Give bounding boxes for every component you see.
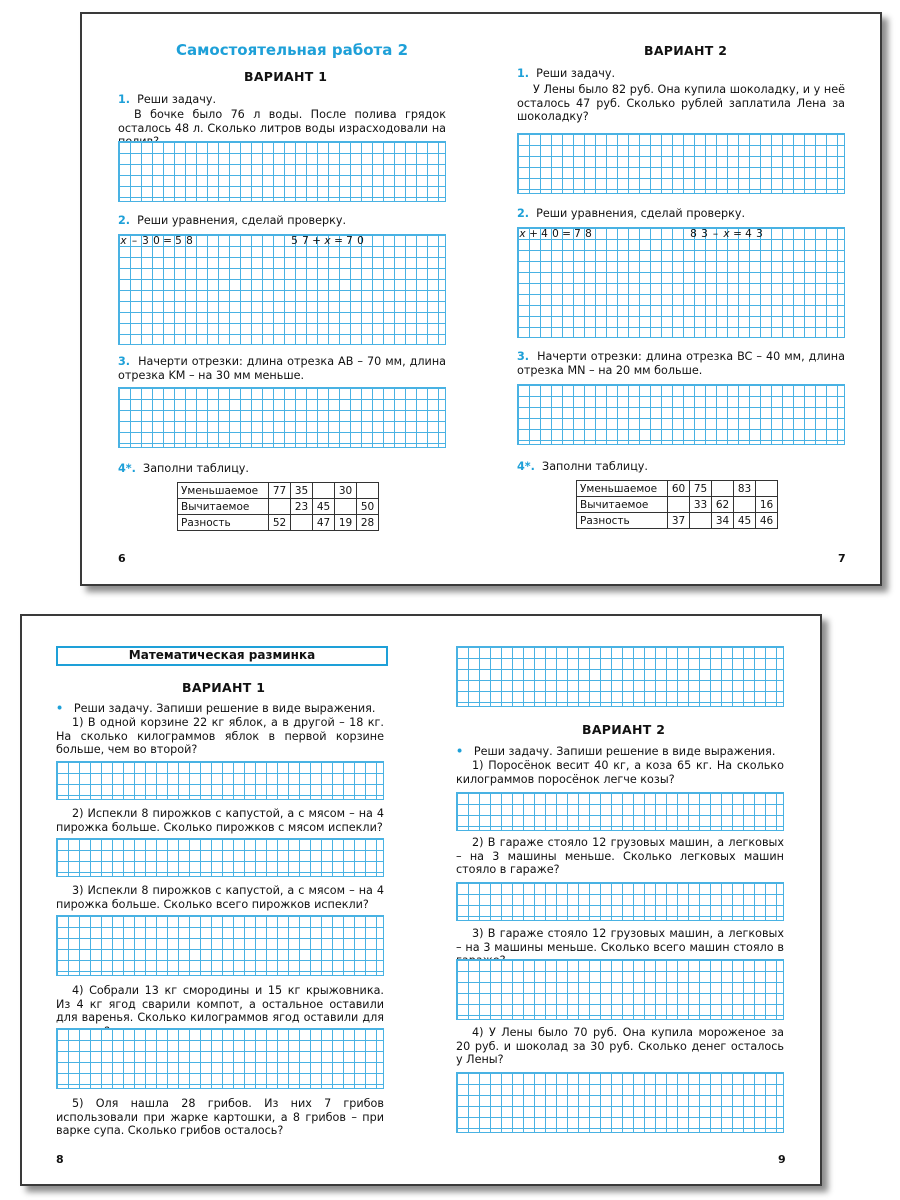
table-cell: Вычитаемое [178, 499, 269, 515]
intro-text: Реши задачу. Запиши решение в виде выражения. [473, 745, 776, 758]
page-number: 8 [56, 1153, 64, 1166]
table-cell[interactable] [734, 497, 756, 513]
eq-char: 7 [346, 234, 353, 247]
table-cell[interactable]: 50 [357, 499, 379, 515]
eq-char: + [312, 234, 321, 247]
drawing-grid[interactable] [517, 384, 845, 445]
task-number: 3. [517, 350, 530, 363]
page7-task1-text: У Лены было 82 руб. Она купила шоколадку, и у неё осталось 47 руб. Сколько рублей заплатила Лена за шоколадку? [517, 83, 845, 123]
answer-grid[interactable] [517, 133, 845, 194]
task-number: 2. [118, 214, 131, 227]
page6-task3 [118, 355, 446, 382]
eq-char: x [324, 234, 331, 247]
eq-char: 0 [153, 234, 160, 247]
table-cell: Уменьшаемое [577, 481, 668, 497]
page7-fill-table [576, 480, 778, 529]
page8-intro [56, 702, 386, 716]
page9-problem-1: 1) Поросёнок весит 40 кг, а коза 65 кг. На сколько килограммов поросёнок легче козы? [456, 759, 784, 786]
page9-problem-2: 2) В гараже стояло 12 грузовых машин, а легковых – на 3 машины меньше. Сколько легковых машин стояло в гараже? [456, 836, 784, 876]
table-cell[interactable] [690, 513, 712, 529]
table-cell[interactable]: 75 [690, 481, 712, 497]
task-text: Начерти отрезки: длина отрезка AB – 70 мм, длина отрезка KM – на 30 мм меньше. [118, 355, 446, 382]
task-number: 2. [517, 207, 530, 220]
table-cell[interactable] [712, 481, 734, 497]
table-cell[interactable]: 83 [734, 481, 756, 497]
eq-char: – [131, 234, 138, 247]
bullet-icon: • [456, 745, 464, 758]
page7-variant-heading: ВАРИАНТ 2 [644, 43, 728, 58]
table-cell[interactable]: 60 [668, 481, 690, 497]
task-number: 1. [118, 93, 131, 106]
answer-grid[interactable] [56, 838, 384, 877]
eq-char: 8 [186, 234, 193, 247]
answer-grid[interactable] [118, 141, 446, 202]
answer-grid[interactable] [456, 792, 784, 831]
task-text: Реши уравнения, сделай проверку. [536, 207, 746, 220]
eq-char: 3 [142, 234, 149, 247]
answer-grid[interactable] [456, 959, 784, 1020]
table-cell[interactable]: 34 [712, 513, 734, 529]
table-cell[interactable]: 46 [756, 513, 778, 529]
table-row [577, 513, 778, 529]
page9-problem-3: 3) В гараже стояло 12 грузовых машин, а легковых – на 3 машины меньше. Сколько всего машин стояло в [456, 927, 784, 954]
table-cell[interactable]: 33 [690, 497, 712, 513]
task-text: Реши уравнения, сделай проверку. [137, 214, 347, 227]
eq-char: 0 [357, 234, 364, 247]
page9-problem-4: 4) У Лены было 70 руб. Она купила мороженое за 20 руб. и шоколад за 30 руб. Сколько денег осталось у Лены? [456, 1026, 784, 1066]
eq-char: = [163, 234, 172, 247]
table-row [178, 515, 379, 531]
page6-task2-header [118, 214, 448, 228]
page7-task1-header [517, 67, 847, 81]
page6-equation-2 [289, 235, 366, 246]
table-row [178, 499, 379, 515]
table-cell[interactable]: 77 [269, 483, 291, 499]
page6-variant-heading: ВАРИАНТ 1 [244, 69, 328, 84]
table-cell[interactable]: 16 [756, 497, 778, 513]
answer-grid[interactable] [56, 1028, 384, 1089]
table-cell[interactable]: 62 [712, 497, 734, 513]
task-heading: Реши задачу. [536, 67, 616, 80]
eq-char: x [120, 234, 127, 247]
task-heading: Реши задачу. [137, 93, 217, 106]
page6-task1-text: В бочке было 76 л воды. После полива грядок осталось 48 л. Сколько литров воды израсходовали на [118, 108, 446, 135]
eq-char: 4 [541, 227, 548, 240]
eq-char: 5 [175, 234, 182, 247]
page9-intro [456, 745, 786, 759]
answer-grid[interactable] [456, 646, 784, 707]
table-cell[interactable]: 45 [313, 499, 335, 515]
answer-grid[interactable] [56, 915, 384, 976]
table-cell[interactable] [335, 499, 357, 515]
task-number: 4*. [517, 460, 535, 473]
workbook-spread-pages-6-7 [80, 12, 882, 586]
table-cell[interactable] [357, 483, 379, 499]
table-cell[interactable]: 52 [269, 515, 291, 531]
page8-problem-5: 5) Оля нашла 28 грибов. Из них 7 грибов использовали при жарке картошки, а 8 грибов – при варке супа. Сколько грибов осталось? [56, 1097, 384, 1137]
eq-char: x [723, 227, 730, 240]
eq-char: 0 [552, 227, 559, 240]
table-cell[interactable]: 35 [291, 483, 313, 499]
table-cell: Разность [577, 513, 668, 529]
table-cell: Вычитаемое [577, 497, 668, 513]
table-cell[interactable]: 28 [357, 515, 379, 531]
answer-grid[interactable] [56, 761, 384, 800]
table-cell[interactable] [313, 483, 335, 499]
answer-grid[interactable] [456, 882, 784, 921]
task-number: 3. [118, 355, 131, 368]
page6-fill-table [177, 482, 379, 531]
table-cell[interactable]: 37 [668, 513, 690, 529]
page6-equation-1 [118, 235, 195, 246]
page7-task4-header [517, 460, 847, 474]
page8-problem-1: 1) В одной корзине 22 кг яблок, а в другой – 18 кг. На сколько килограммов яблок в первой корзине больше, чем во второй? [56, 716, 384, 756]
page8-problem-2: 2) Испекли 8 пирожков с капустой, а с мясом – на 4 пирожка больше. Сколько пирожков с мясом испекли? [56, 807, 384, 834]
page7-equation-1 [517, 228, 594, 239]
page6-task1-header [118, 93, 448, 107]
table-cell[interactable]: 23 [291, 499, 313, 515]
equation-grid[interactable] [517, 227, 845, 338]
task-number: 1. [517, 67, 530, 80]
page-number: 9 [778, 1153, 786, 1166]
workbook-spread-pages-8-9 [20, 614, 822, 1186]
page9-variant-heading: ВАРИАНТ 2 [582, 722, 666, 737]
page-number: 6 [118, 552, 126, 565]
bullet-icon: • [56, 702, 64, 715]
page8-variant-heading: ВАРИАНТ 1 [182, 680, 266, 695]
eq-char: = [733, 227, 742, 240]
eq-char: x [519, 227, 526, 240]
page6-task4-header [118, 462, 448, 476]
table-cell: Разность [178, 515, 269, 531]
table-cell[interactable] [668, 497, 690, 513]
intro-text: Реши задачу. Запиши решение в виде выражения. [73, 702, 376, 715]
table-cell[interactable]: 45 [734, 513, 756, 529]
eq-char: = [334, 234, 343, 247]
table-cell[interactable] [756, 481, 778, 497]
page8-problem-3: 3) Испекли 8 пирожков с капустой, а с мясом – на 4 пирожка больше. Сколько всего пирожков испекли? [56, 884, 384, 911]
drawing-grid[interactable] [118, 387, 446, 448]
table-cell[interactable]: 30 [335, 483, 357, 499]
table-row [577, 497, 778, 513]
equation-grid[interactable] [118, 234, 446, 345]
eq-char: + [529, 227, 538, 240]
table-row [178, 483, 379, 499]
table-cell[interactable]: 47 [313, 515, 335, 531]
task-number: 4*. [118, 462, 136, 475]
eq-char: 3 [756, 227, 763, 240]
table-cell: Уменьшаемое [178, 483, 269, 499]
eq-char: = [562, 227, 571, 240]
table-cell[interactable]: 19 [335, 515, 357, 531]
table-row [577, 481, 778, 497]
eq-char: – [712, 227, 719, 240]
eq-char: 3 [701, 227, 708, 240]
page8-title-box: Математическая разминка [56, 646, 388, 666]
page-number: 7 [838, 552, 846, 565]
eq-char: 4 [745, 227, 752, 240]
answer-grid[interactable] [456, 1072, 784, 1133]
eq-char: 8 [690, 227, 697, 240]
page7-task2-header [517, 207, 847, 221]
eq-char: 7 [574, 227, 581, 240]
eq-char: 5 [291, 234, 298, 247]
task-text: Начерти отрезки: длина отрезка BC – 40 мм, длина отрезка MN – на 20 мм больше. [517, 350, 845, 377]
page8-problem-4: 4) Собрали 13 кг смородины и 15 кг крыжовника. Из 4 кг ягод сварили компот, а остальное оставили для варенья. Сколько килограммов ягод оставили для [56, 984, 384, 1024]
page7-equation-2 [688, 228, 765, 239]
task-text: Заполни таблицу. [143, 462, 249, 475]
task-text: Заполни таблицу. [542, 460, 648, 473]
table-cell[interactable] [269, 499, 291, 515]
eq-char: 7 [302, 234, 309, 247]
page7-task3 [517, 350, 845, 377]
table-cell[interactable] [291, 515, 313, 531]
page6-title: Самостоятельная работа 2 [176, 41, 409, 59]
eq-char: 8 [585, 227, 592, 240]
